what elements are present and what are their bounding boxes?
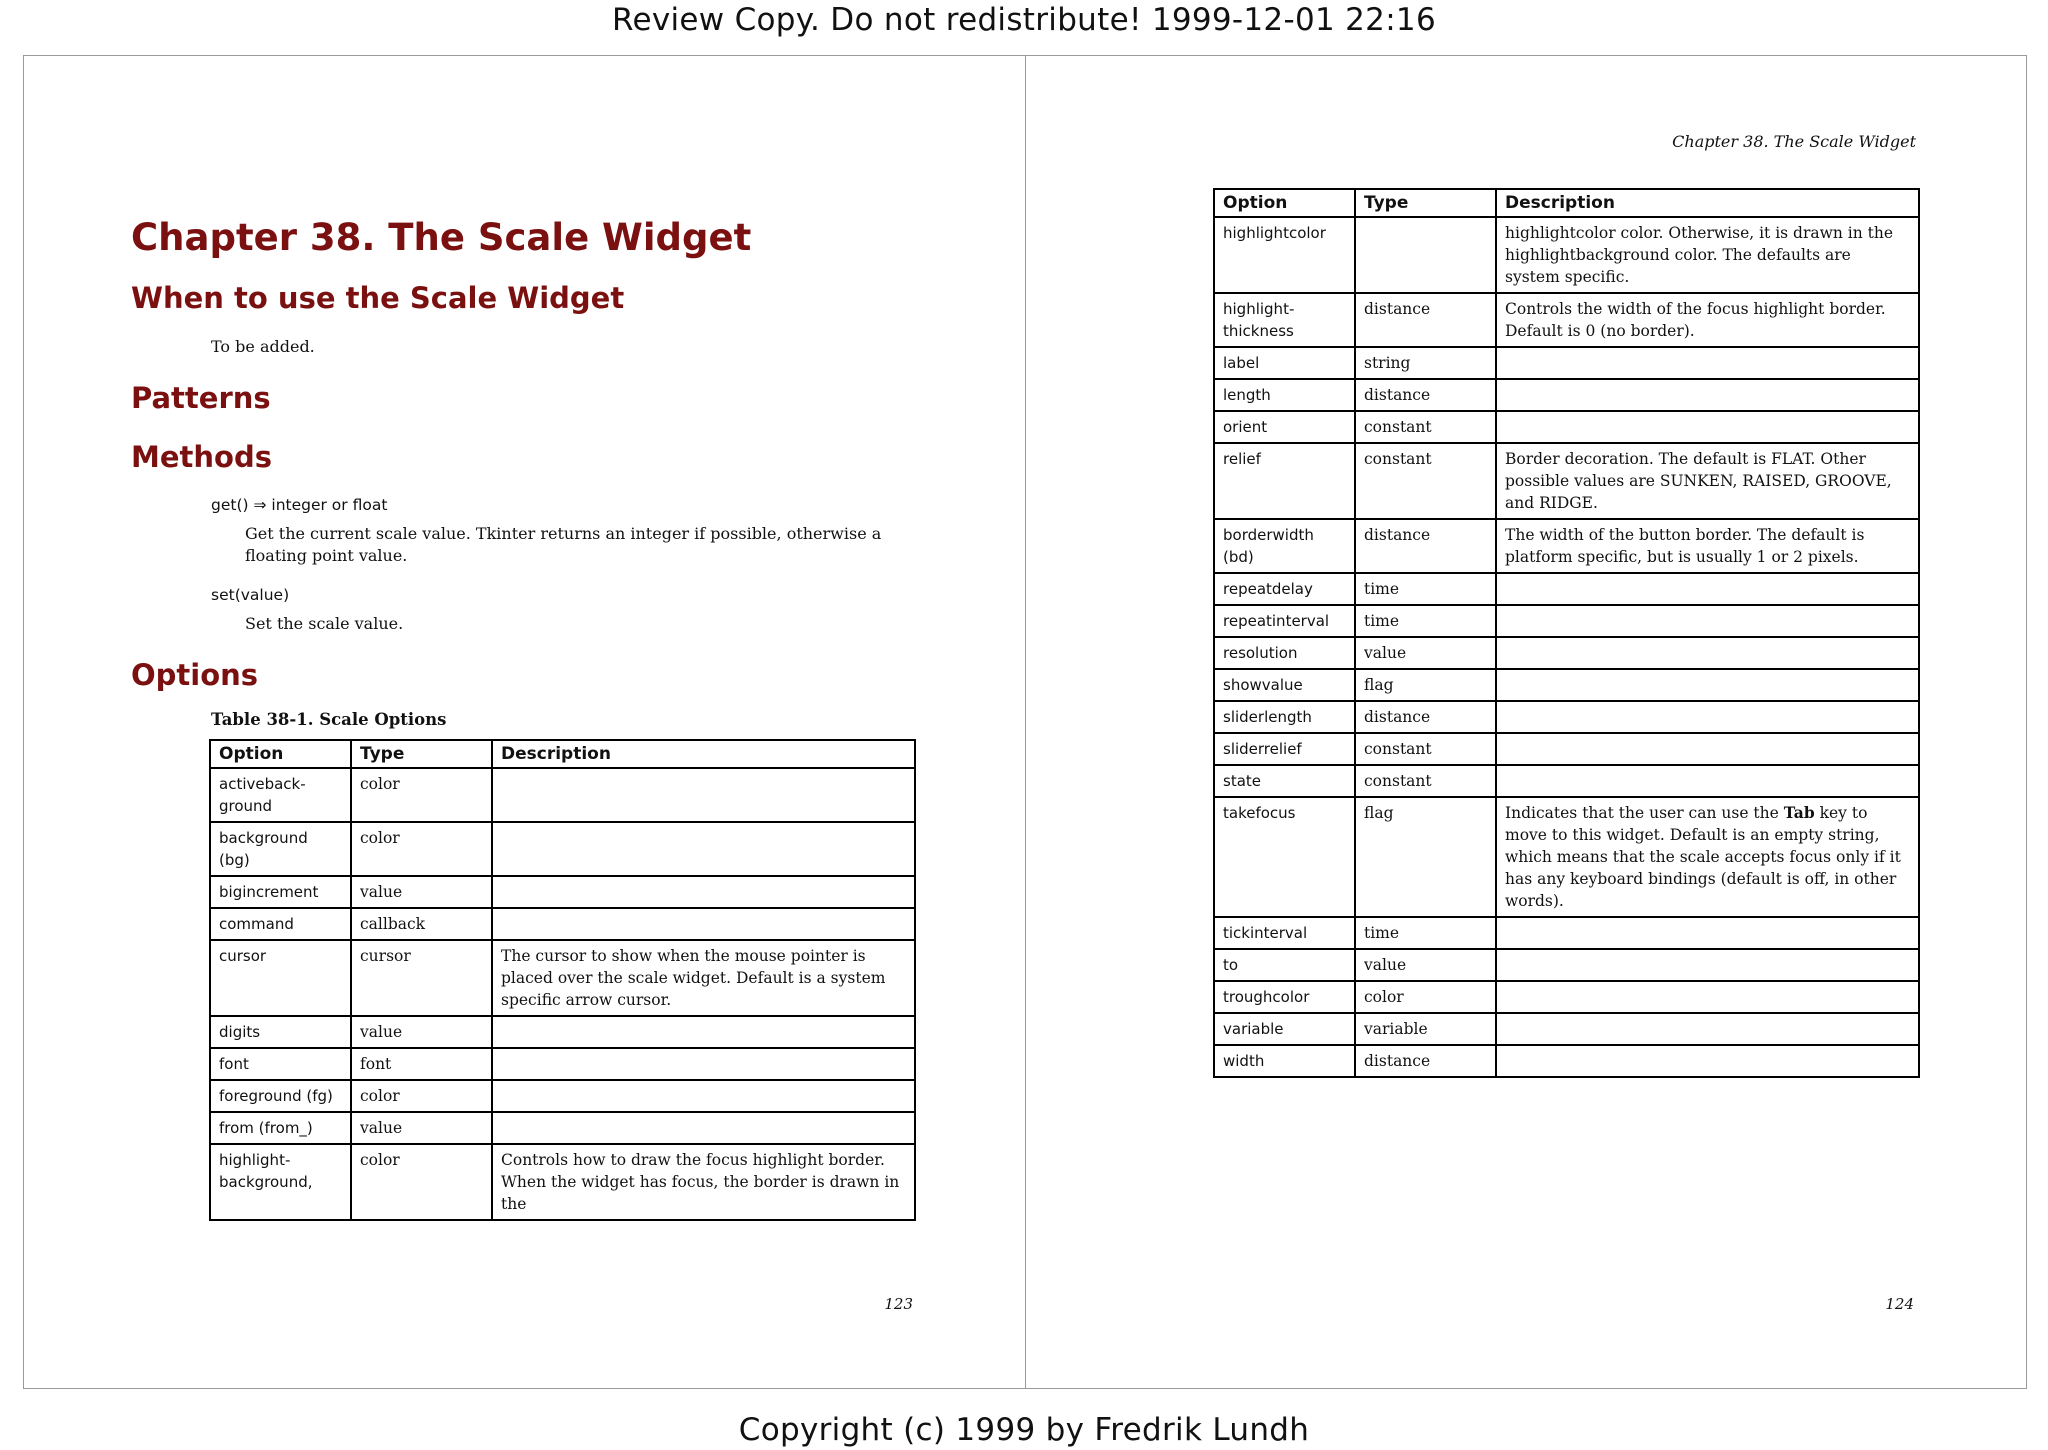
type-cell: color bbox=[351, 1144, 492, 1220]
section-heading-when: When to use the Scale Widget bbox=[131, 281, 625, 315]
description-cell bbox=[492, 768, 915, 822]
table-row bbox=[210, 1080, 915, 1112]
section-heading-methods: Methods bbox=[131, 440, 272, 474]
table-row bbox=[1214, 573, 1919, 605]
option-cell: takefocus bbox=[1214, 797, 1355, 917]
type-cell: distance bbox=[1355, 1045, 1496, 1077]
type-cell: time bbox=[1355, 605, 1496, 637]
section-heading-patterns: Patterns bbox=[131, 381, 271, 415]
option-cell: bigincrement bbox=[210, 876, 351, 908]
option-cell: repeatdelay bbox=[1214, 573, 1355, 605]
type-cell: color bbox=[351, 1080, 492, 1112]
option-cell: borderwidth (bd) bbox=[1214, 519, 1355, 573]
table-row bbox=[1214, 949, 1919, 981]
right-page bbox=[1026, 56, 2026, 1388]
option-cell: foreground (fg) bbox=[210, 1080, 351, 1112]
description-cell bbox=[1496, 379, 1919, 411]
table-row bbox=[1214, 1045, 1919, 1077]
description-cell bbox=[1496, 637, 1919, 669]
table-row bbox=[1214, 379, 1919, 411]
type-cell: color bbox=[1355, 981, 1496, 1013]
table-caption: Table 38-1. Scale Options bbox=[211, 710, 447, 729]
description-cell bbox=[1496, 669, 1919, 701]
book-spread bbox=[23, 55, 2027, 1389]
table-row bbox=[210, 1016, 915, 1048]
type-cell: value bbox=[351, 876, 492, 908]
option-cell: tickinterval bbox=[1214, 917, 1355, 949]
table-row bbox=[210, 768, 915, 822]
type-cell: flag bbox=[1355, 797, 1496, 917]
copyright-banner: Copyright (c) 1999 by Fredrik Lundh bbox=[738, 1412, 1310, 1448]
option-cell: length bbox=[1214, 379, 1355, 411]
option-cell: relief bbox=[1214, 443, 1355, 519]
left-page bbox=[24, 56, 1026, 1388]
option-cell: digits bbox=[210, 1016, 351, 1048]
type-cell: value bbox=[351, 1016, 492, 1048]
description-cell bbox=[492, 1112, 915, 1144]
description-cell bbox=[492, 1016, 915, 1048]
description-cell bbox=[492, 822, 915, 876]
column-header: Option bbox=[1214, 189, 1355, 217]
type-cell: constant bbox=[1355, 765, 1496, 797]
section-heading-options: Options bbox=[131, 658, 259, 692]
option-cell: repeatinterval bbox=[1214, 605, 1355, 637]
description-cell: Indicates that the user can use the Tab key to move to this widget. Default is an empty string, which means that the scale accepts focus only if it has any keyboard bindings (default is off, in other words). bbox=[1496, 797, 1919, 917]
description-cell bbox=[492, 876, 915, 908]
option-cell: width bbox=[1214, 1045, 1355, 1077]
description-cell bbox=[1496, 949, 1919, 981]
description-cell: Border decoration. The default is FLAT. Other possible values are SUNKEN, RAISED, GROOVE, and RIDGE. bbox=[1496, 443, 1919, 519]
type-cell: distance bbox=[1355, 701, 1496, 733]
description-cell bbox=[1496, 347, 1919, 379]
option-cell: orient bbox=[1214, 411, 1355, 443]
type-cell: variable bbox=[1355, 1013, 1496, 1045]
description-cell: Controls how to draw the focus highlight border. When the widget has focus, the border is drawn in the bbox=[492, 1144, 915, 1220]
option-cell: activeback- ground bbox=[210, 768, 351, 822]
option-cell: sliderrelief bbox=[1214, 733, 1355, 765]
option-cell: highlightcolor bbox=[1214, 217, 1355, 293]
description-cell bbox=[1496, 1013, 1919, 1045]
description-cell bbox=[1496, 605, 1919, 637]
type-cell: font bbox=[351, 1048, 492, 1080]
description-cell bbox=[1496, 701, 1919, 733]
description-cell: Controls the width of the focus highlight border. Default is 0 (no border). bbox=[1496, 293, 1919, 347]
column-header: Description bbox=[1496, 189, 1919, 217]
page-number-right: 124 bbox=[1885, 1295, 1914, 1313]
type-cell: time bbox=[1355, 573, 1496, 605]
description-cell bbox=[1496, 917, 1919, 949]
option-cell: highlight- thickness bbox=[1214, 293, 1355, 347]
type-cell: distance bbox=[1355, 519, 1496, 573]
method-get-signature: get() ⇒ integer or float bbox=[211, 496, 388, 514]
table-row bbox=[210, 1112, 915, 1144]
table-row bbox=[1214, 293, 1919, 347]
description-cell bbox=[1496, 765, 1919, 797]
table-row bbox=[210, 1144, 915, 1220]
table-row bbox=[1214, 347, 1919, 379]
table-row bbox=[1214, 605, 1919, 637]
table-row bbox=[1214, 411, 1919, 443]
option-cell: highlight- background, bbox=[210, 1144, 351, 1220]
type-cell: cursor bbox=[351, 940, 492, 1016]
type-cell: color bbox=[351, 768, 492, 822]
column-header: Type bbox=[1355, 189, 1496, 217]
table-row bbox=[210, 822, 915, 876]
description-cell bbox=[492, 908, 915, 940]
table-row bbox=[1214, 917, 1919, 949]
type-cell: constant bbox=[1355, 733, 1496, 765]
table-row bbox=[1214, 1013, 1919, 1045]
description-cell bbox=[1496, 733, 1919, 765]
option-cell: state bbox=[1214, 765, 1355, 797]
options-table-clip bbox=[209, 739, 914, 1213]
option-cell: sliderlength bbox=[1214, 701, 1355, 733]
description-cell: The cursor to show when the mouse pointer is placed over the scale widget. Default is a system specific arrow cursor. bbox=[492, 940, 915, 1016]
option-cell: font bbox=[210, 1048, 351, 1080]
type-cell: value bbox=[1355, 949, 1496, 981]
option-cell: variable bbox=[1214, 1013, 1355, 1045]
table-row bbox=[1214, 701, 1919, 733]
table-row bbox=[1214, 637, 1919, 669]
description-cell: The width of the button border. The default is platform specific, but is usually 1 or 2 pixels. bbox=[1496, 519, 1919, 573]
table-row bbox=[210, 876, 915, 908]
table-row bbox=[1214, 217, 1919, 293]
option-cell: label bbox=[1214, 347, 1355, 379]
table-row bbox=[1214, 669, 1919, 701]
option-cell: cursor bbox=[210, 940, 351, 1016]
table-row bbox=[1214, 733, 1919, 765]
to-be-added-text: To be added. bbox=[211, 337, 315, 356]
type-cell: callback bbox=[351, 908, 492, 940]
method-get-description: Get the current scale value. Tkinter returns an integer if possible, otherwise a floating point value. bbox=[245, 524, 882, 565]
option-cell: from (from_) bbox=[210, 1112, 351, 1144]
column-header: Type bbox=[351, 740, 492, 768]
running-head: Chapter 38. The Scale Widget bbox=[1672, 132, 1916, 151]
type-cell bbox=[1355, 217, 1496, 293]
description-cell bbox=[1496, 573, 1919, 605]
type-cell: constant bbox=[1355, 443, 1496, 519]
type-cell: color bbox=[351, 822, 492, 876]
table-row bbox=[1214, 797, 1919, 917]
option-cell: to bbox=[1214, 949, 1355, 981]
option-cell: showvalue bbox=[1214, 669, 1355, 701]
options-table-right bbox=[1213, 188, 1920, 1078]
page-number-left: 123 bbox=[884, 1295, 913, 1313]
type-cell: string bbox=[1355, 347, 1496, 379]
table-row bbox=[210, 940, 915, 1016]
description-cell bbox=[492, 1048, 915, 1080]
method-set-signature: set(value) bbox=[211, 586, 290, 604]
option-cell: resolution bbox=[1214, 637, 1355, 669]
type-cell: flag bbox=[1355, 669, 1496, 701]
description-cell bbox=[1496, 1045, 1919, 1077]
type-cell: constant bbox=[1355, 411, 1496, 443]
options-table-left bbox=[209, 739, 916, 1221]
table-row bbox=[1214, 519, 1919, 573]
type-cell: distance bbox=[1355, 293, 1496, 347]
table-row bbox=[1214, 981, 1919, 1013]
method-set-description: Set the scale value. bbox=[245, 614, 404, 633]
description-cell: highlightcolor color. Otherwise, it is drawn in the highlightbackground color. The defaults are system specific. bbox=[1496, 217, 1919, 293]
description-cell bbox=[1496, 981, 1919, 1013]
table-row bbox=[1214, 765, 1919, 797]
table-row bbox=[210, 908, 915, 940]
chapter-title: Chapter 38. The Scale Widget bbox=[131, 216, 752, 259]
type-cell: value bbox=[1355, 637, 1496, 669]
table-row bbox=[210, 1048, 915, 1080]
option-cell: background (bg) bbox=[210, 822, 351, 876]
option-cell: troughcolor bbox=[1214, 981, 1355, 1013]
type-cell: time bbox=[1355, 917, 1496, 949]
type-cell: distance bbox=[1355, 379, 1496, 411]
description-cell bbox=[492, 1080, 915, 1112]
review-copy-banner: Review Copy. Do not redistribute! 1999-12-01 22:16 bbox=[612, 2, 1436, 38]
table-row bbox=[1214, 443, 1919, 519]
column-header: Description bbox=[492, 740, 915, 768]
description-cell bbox=[1496, 411, 1919, 443]
option-cell: command bbox=[210, 908, 351, 940]
type-cell: value bbox=[351, 1112, 492, 1144]
column-header: Option bbox=[210, 740, 351, 768]
